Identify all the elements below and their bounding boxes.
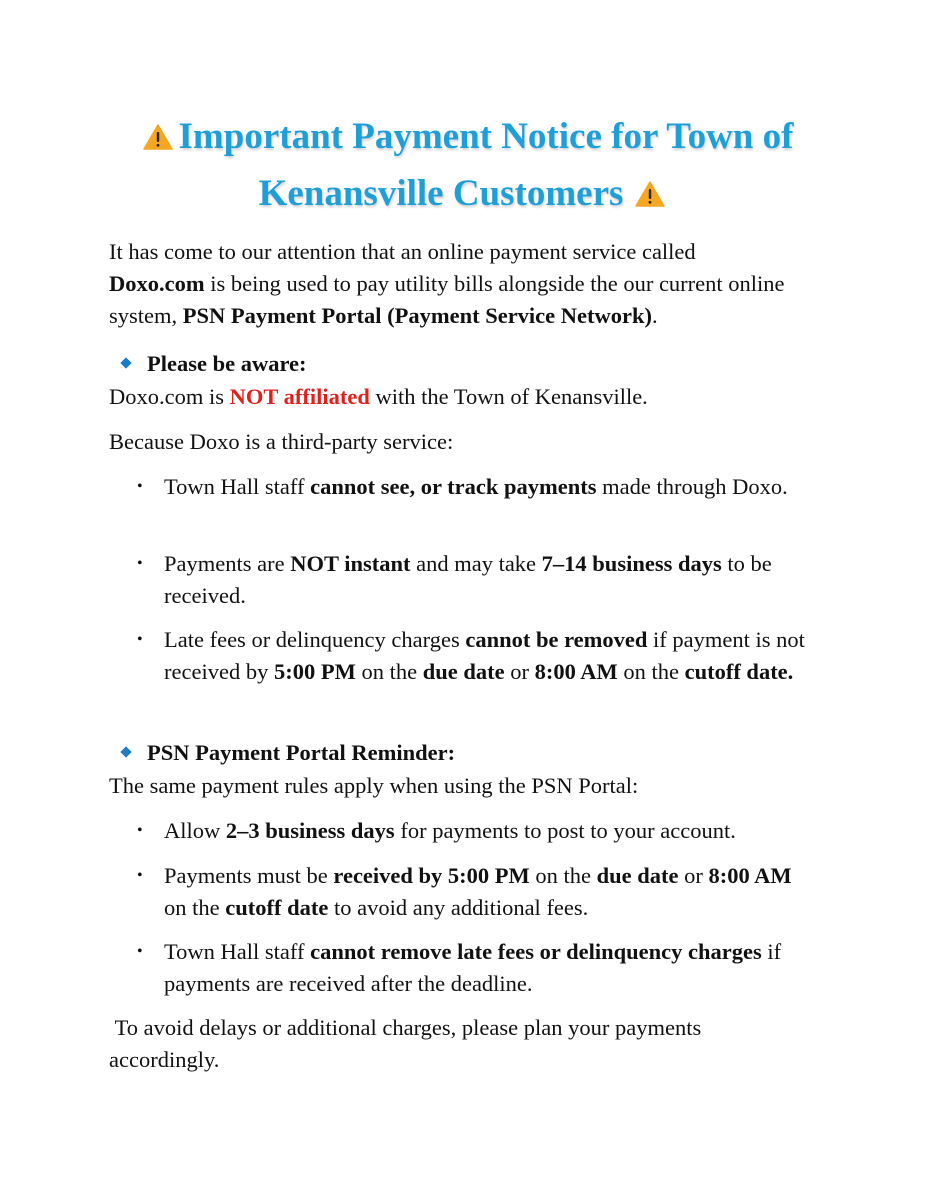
title-line-1: Important Payment Notice for Town of — [100, 108, 830, 165]
aware-heading: Please be aware: — [118, 348, 307, 380]
intro-paragraph: It has come to our attention that an online payment service called Doxo.com is being used to pay utility bills alongside the our current online system, PSN Payment Portal (Payment Service Network). — [109, 239, 785, 328]
bullet-icon: • — [137, 631, 143, 648]
warning-icon — [635, 181, 665, 207]
list-item: • Town Hall staff cannot see, or track payments made through Doxo. — [164, 471, 794, 503]
bullet-icon: • — [137, 555, 143, 572]
diamond-bullet-icon — [120, 746, 131, 757]
title-line-2: Kenansville Customers — [100, 165, 830, 222]
list-item: • Payments must be received by 5:00 PM on the due date or 8:00 AM on the cutoff date to avoid any additional fees. — [164, 860, 809, 924]
psn-lead: The same payment rules apply when using the PSN Portal: — [109, 773, 639, 798]
list-item: • Town Hall staff cannot remove late fees or delinquency charges if payments are received after the deadline. — [164, 936, 824, 1000]
not-affiliated-highlight: NOT affiliated — [229, 384, 370, 409]
closing-paragraph: To avoid delays or additional charges, please plan your payments accordingly. — [109, 1015, 707, 1072]
bullet-icon: • — [137, 478, 143, 495]
list-item: • Late fees or delinquency charges cannot be removed if payment is not received by 5:00 PM on the due date or 8:00 AM on the cutoff date. — [164, 624, 824, 688]
list-item: • Allow 2–3 business days for payments to post to your account. — [164, 815, 824, 847]
list-item: • Payments are NOT instant and may take 7–14 business days to be received. — [164, 548, 804, 612]
warning-icon — [143, 124, 173, 150]
page-title — [100, 108, 830, 222]
bullet-icon: • — [137, 867, 143, 884]
third-party-lead: Because Doxo is a third-party service: — [109, 429, 454, 454]
bullet-icon: • — [137, 822, 143, 839]
bullet-icon: • — [137, 943, 143, 960]
psn-heading: PSN Payment Portal Reminder: — [118, 737, 455, 769]
diamond-bullet-icon — [120, 357, 131, 368]
not-affiliated-statement: Doxo.com is NOT affiliated with the Town of Kenansville. — [109, 384, 648, 409]
